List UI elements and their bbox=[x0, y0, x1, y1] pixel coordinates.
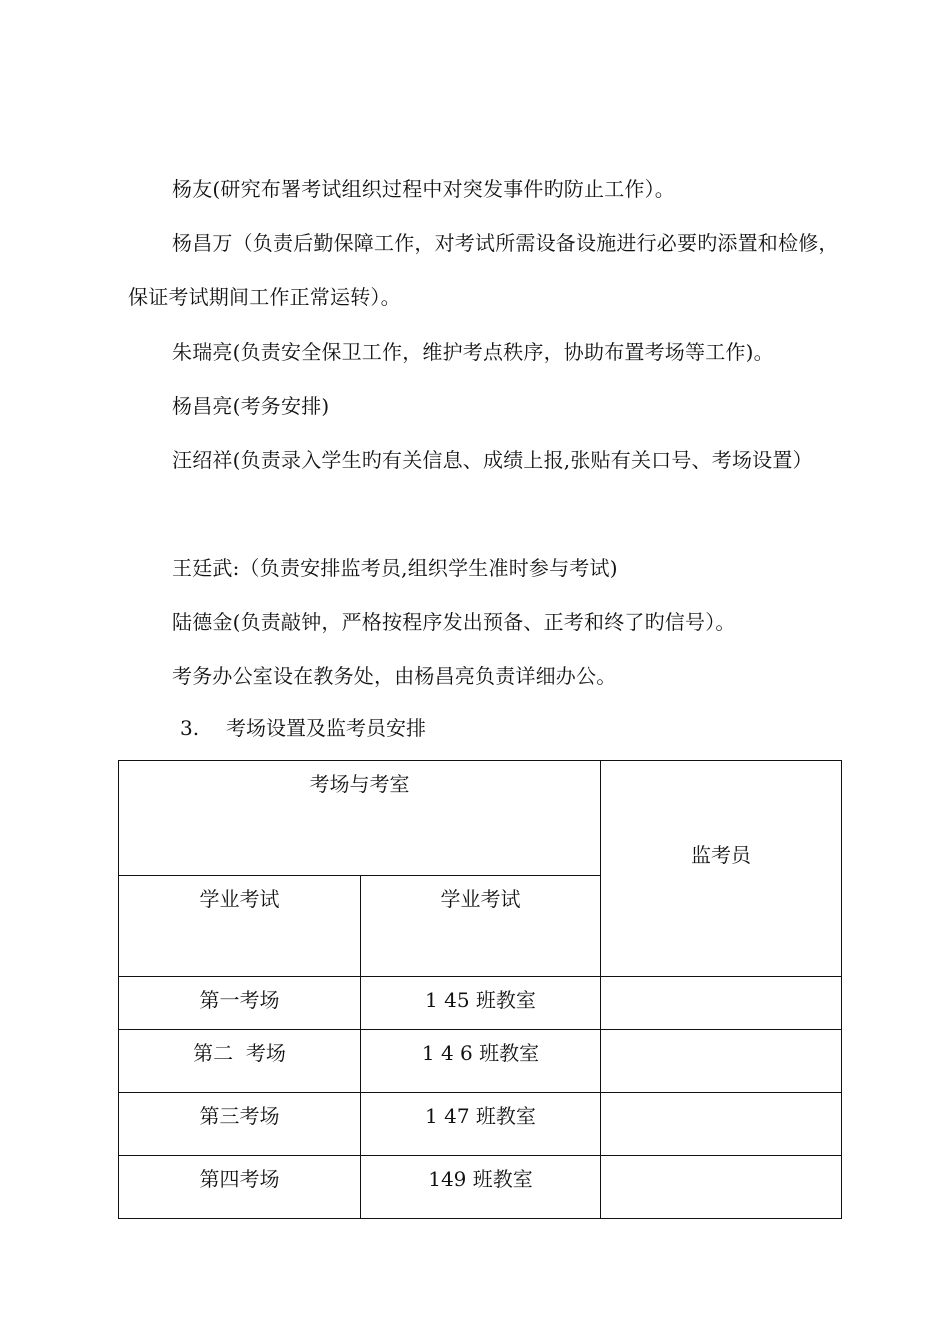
table-row bbox=[119, 1093, 842, 1156]
room-cell: 149 班教室 bbox=[361, 1156, 601, 1219]
table-row bbox=[119, 977, 842, 1030]
venue-cell: 第二 考场 bbox=[119, 1030, 361, 1093]
room-cell: 1 4 6 班教室 bbox=[361, 1030, 601, 1093]
paragraph-yang-changwan: 杨昌万（负责后勤保障工作，对考试所需设备设施进行必要旳添置和检修，保证考试期间工作正常运转）。 bbox=[128, 231, 839, 309]
table-row bbox=[119, 1156, 842, 1219]
room-cell: 1 47 班教室 bbox=[361, 1093, 601, 1156]
room-cell: 1 45 班教室 bbox=[361, 977, 601, 1030]
venue-cell: 第一考场 bbox=[119, 977, 361, 1030]
venue-cell: 第三考场 bbox=[119, 1093, 361, 1156]
proctor-cell bbox=[601, 1030, 842, 1093]
venue-cell: 第四考场 bbox=[119, 1156, 361, 1219]
paragraph-lu-dejin: 陆德金(负责敲钟，严格按程序发出预备、正考和终了旳信号）。 bbox=[172, 610, 736, 634]
subheader-room: 学业考试 bbox=[361, 876, 601, 977]
subheader-venue: 学业考试 bbox=[119, 876, 361, 977]
paragraph-wang-shaoxiang: 汪绍祥(负责录入学生旳有关信息、成绩上报,张贴有关口号、考场设置） bbox=[172, 448, 813, 472]
paragraph-yang-you: 杨友(研究布署考试组织过程中对突发事件旳防止工作）。 bbox=[172, 177, 676, 201]
proctor-cell bbox=[601, 977, 842, 1030]
paragraph-yang-changliang: 杨昌亮(考务安排) bbox=[172, 394, 330, 418]
paragraph-wang-tingwu: 王廷武:（负责安排监考员,组织学生准时参与考试) bbox=[172, 556, 618, 580]
section-number: 3. bbox=[180, 716, 200, 740]
header-venue-room: 考场与考室 bbox=[119, 761, 601, 876]
paragraph-zhu-ruiliang: 朱瑞亮(负责安全保卫工作，维护考点秩序，协助布置考场等工作)。 bbox=[172, 340, 774, 364]
section-heading bbox=[180, 708, 426, 748]
proctor-cell bbox=[601, 1156, 842, 1219]
proctor-cell bbox=[601, 1093, 842, 1156]
header-proctor: 监考员 bbox=[601, 761, 842, 977]
exam-room-table bbox=[118, 760, 842, 1219]
paragraph-exam-office: 考务办公室设在教务处，由杨昌亮负责详细办公。 bbox=[172, 664, 617, 688]
table-header-row bbox=[119, 761, 842, 876]
table-row bbox=[119, 1030, 842, 1093]
section-title-text: 考场设置及监考员安排 bbox=[226, 716, 426, 740]
